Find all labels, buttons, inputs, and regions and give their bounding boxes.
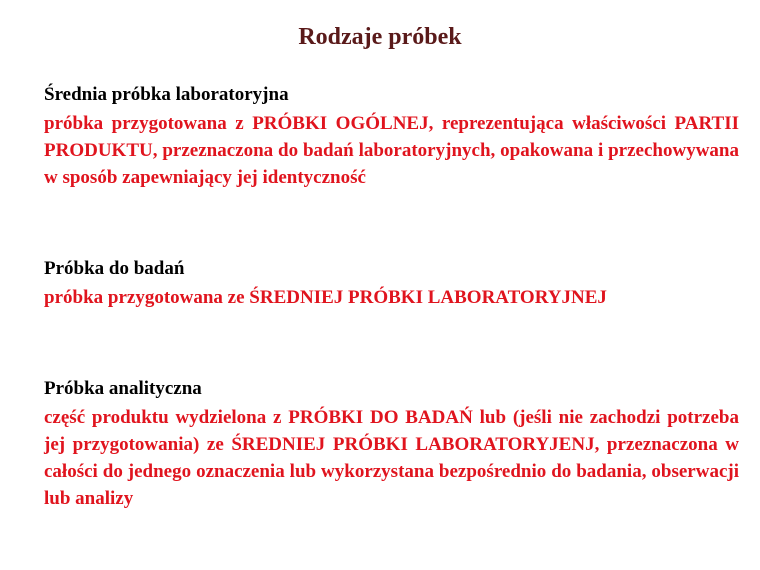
section-definition: część produktu wydzielona z PRÓBKI DO BADAŃ lub (jeśli nie zachodzi potrzeba jej przygotowania) ze ŚREDNIEJ PRÓBKI LABORATORYJENJ, przeznaczona w całości do jednego oznaczenia lub wykorzystana bezpośrednio do badania, obserwacji lub analizy [44, 407, 739, 509]
slide-title: Rodzaje próbek [298, 24, 462, 50]
section-heading: Średnia próbka laboratoryjna [44, 84, 289, 105]
section-probka-analityczna [44, 376, 739, 512]
section-definition: próbka przygotowana ze ŚREDNIEJ PRÓBKI LABORATORYJNEJ [44, 287, 607, 308]
section-probka-do-badan [44, 256, 739, 311]
section-definition: próbka przygotowana z PRÓBKI OGÓLNEJ, reprezentująca właściwości PARTII PRODUKTU, przeznaczona do badań laboratoryjnych, opakowana i przechowywana w sposób zapewniający jej identyczność [44, 113, 739, 188]
section-heading: Próbka analityczna [44, 378, 202, 399]
section-srednia-probka-laboratoryjna [44, 82, 739, 191]
section-heading: Próbka do badań [44, 258, 185, 279]
